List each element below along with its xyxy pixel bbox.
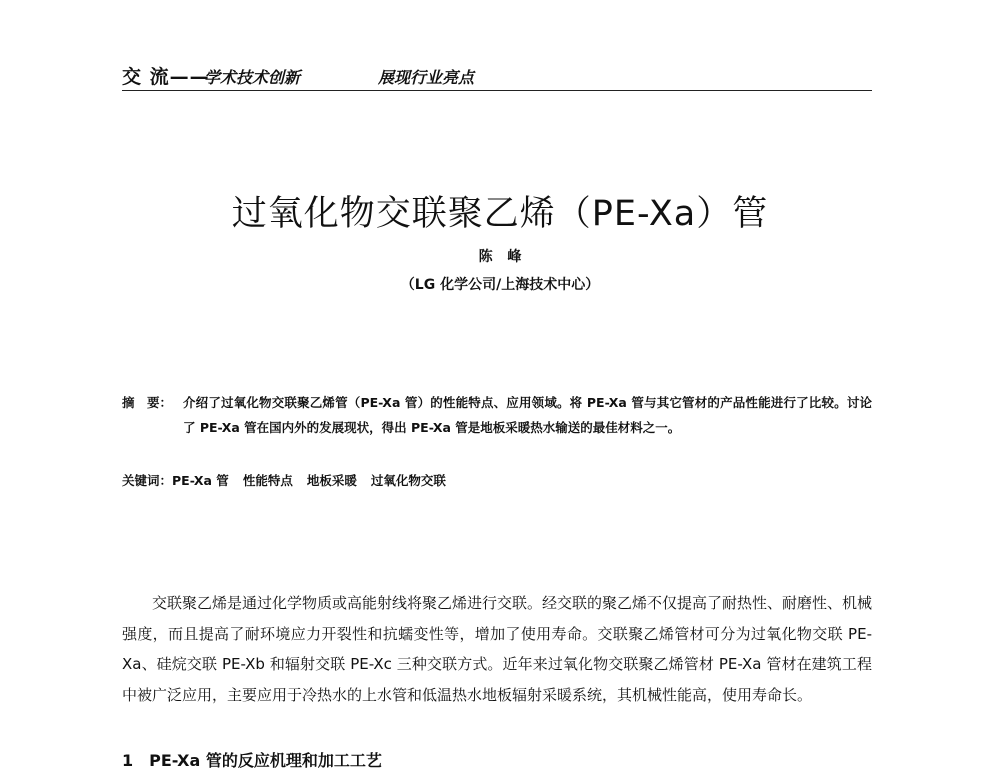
keyword: 过氧化物交联 bbox=[370, 473, 446, 488]
keyword: PE-Xa 管 bbox=[172, 473, 229, 488]
header-slogan-1: 学术技术创新 bbox=[204, 68, 301, 87]
abstract-text: 介绍了过氧化物交联聚乙烯管（PE-Xa 管）的性能特点、应用领域。将 PE-Xa 管与其它管材的产品性能进行了比较。讨论了 PE-Xa 管在国内外的发展现状，得出 PE-Xa 管是地板采暖热水输送的最佳材料之一。 bbox=[183, 395, 872, 435]
header-section-name: 交 流—— bbox=[122, 66, 210, 88]
running-header bbox=[122, 60, 872, 91]
paper-title: 过氧化物交联聚乙烯（PE-Xa）管 bbox=[231, 194, 769, 234]
abstract bbox=[122, 390, 872, 440]
keyword: 性能特点 bbox=[242, 473, 293, 488]
header-slogan-2: 展现行业亮点 bbox=[378, 68, 475, 87]
keyword: 地板采暖 bbox=[306, 473, 357, 488]
intro-paragraph: 交联聚乙烯是通过化学物质或高能射线将聚乙烯进行交联。经交联的聚乙烯不仅提高了耐热性、耐磨性、机械强度，而且提高了耐环境应力开裂性和抗蠕变性等，增加了使用寿命。交联聚乙烯管材可分为过氧化物交联 PE-Xa、硅烷交联 PE-Xb 和辐射交联 PE-Xc 三种交联方式。近年来过氧化物交联聚乙烯管材 PE-Xa 管材在建筑工程中被广泛应用，主要应用于冷热水的上水管和低温热水地板辐射采暖系统，其机械性能高，使用寿命长。 bbox=[122, 594, 873, 704]
keywords bbox=[122, 468, 872, 493]
author-affiliation: （LG 化学公司/上海技术中心） bbox=[400, 277, 600, 293]
author-name: 陈 峰 bbox=[478, 249, 522, 265]
keywords-label: 关键词： bbox=[122, 473, 173, 488]
abstract-label: 摘 要： bbox=[122, 395, 173, 410]
section-heading: 1 PE-Xa 管的反应机理和加工工艺 bbox=[122, 751, 382, 770]
